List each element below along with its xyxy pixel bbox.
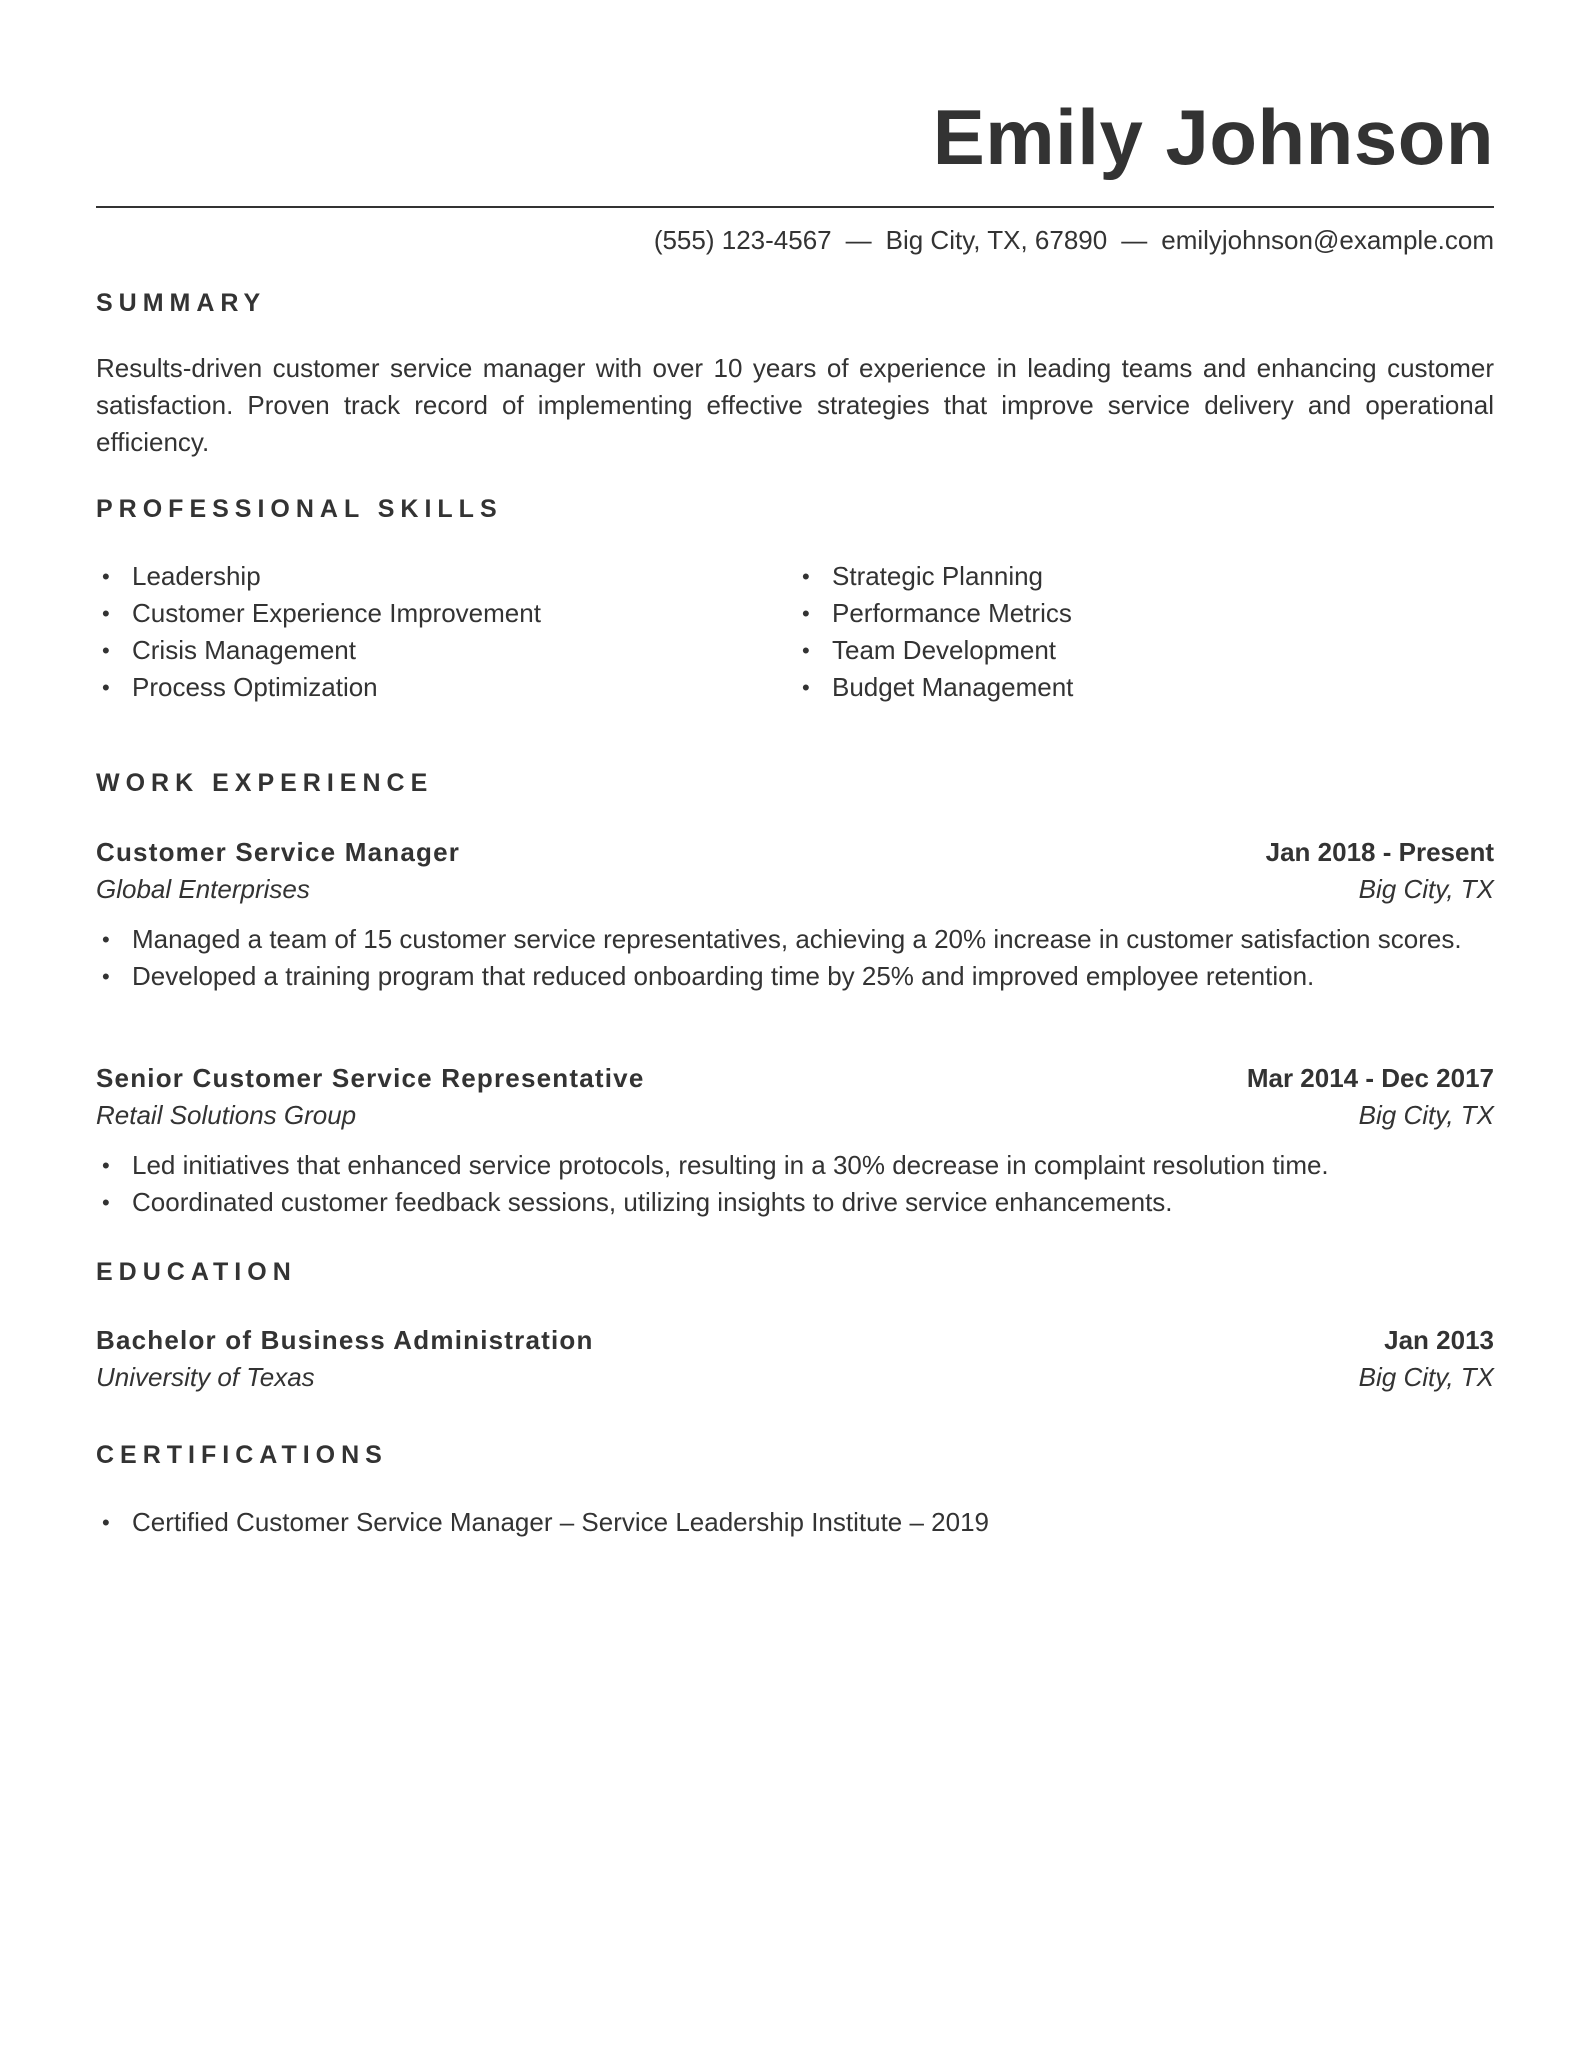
skill-item: • Strategic Planning — [796, 558, 1476, 595]
job-bullets — [96, 1147, 1494, 1221]
contact-separator: — — [1121, 225, 1148, 255]
job-company-row — [96, 871, 1494, 907]
contact-email[interactable]: emilyjohnson@example.com — [1161, 225, 1494, 255]
contact-location: Big City, TX, 67890 — [885, 225, 1108, 255]
education-school: University of Texas — [96, 1362, 315, 1392]
education-degree: Bachelor of Business Administration — [96, 1325, 594, 1355]
summary-text: Results-driven customer service manager with over 10 years of experience in leading teams and enhancing customer satisfaction. Proven track record of implementing effective strategies that improve service delivery and operational efficiency. — [96, 353, 1494, 457]
job-role: Senior Customer Service Representative — [96, 1063, 645, 1093]
contact-line — [654, 222, 1494, 258]
experience-heading: WORK EXPERIENCE — [96, 769, 434, 797]
skill-item: • Team Development — [796, 632, 1476, 669]
job-bullets — [96, 921, 1494, 995]
skills-heading: PROFESSIONAL SKILLS — [96, 495, 503, 523]
certifications-heading: CERTIFICATIONS — [96, 1441, 388, 1469]
education-location: Big City, TX — [1358, 1362, 1494, 1392]
job-company-row — [96, 1097, 1494, 1133]
job-bullet: • Led initiatives that enhanced service protocols, resulting in a 30% decrease in complaint resolution time. — [96, 1147, 1494, 1184]
certifications-list — [96, 1504, 1494, 1541]
contact-phone: (555) 123-4567 — [653, 225, 832, 255]
summary-heading: SUMMARY — [96, 289, 267, 317]
certification-item: • Certified Customer Service Manager – Service Leadership Institute – 2019 — [96, 1504, 1494, 1541]
contact-separator: — — [845, 225, 872, 255]
job-bullet: • Developed a training program that reduced onboarding time by 25% and improved employee retention. — [96, 958, 1494, 995]
job-title-row — [96, 1060, 1494, 1096]
skills-list-left — [96, 558, 776, 706]
job-dates: Jan 2018 - Present — [1265, 837, 1494, 867]
skill-item: • Crisis Management — [96, 632, 776, 669]
job-bullet: • Managed a team of 15 customer service representatives, achieving a 20% increase in customer satisfaction scores. — [96, 921, 1494, 958]
education-school-row — [96, 1359, 1494, 1395]
skill-item: • Leadership — [96, 558, 776, 595]
skill-item: • Customer Experience Improvement — [96, 595, 776, 632]
candidate-name: Emily Johnson — [932, 93, 1494, 181]
job-dates: Mar 2014 - Dec 2017 — [1246, 1063, 1494, 1093]
header-divider — [96, 206, 1494, 208]
job-location: Big City, TX — [1358, 1100, 1494, 1130]
skill-item: • Performance Metrics — [796, 595, 1476, 632]
job-title-row — [96, 834, 1494, 870]
job-bullet: • Coordinated customer feedback sessions, utilizing insights to drive service enhancements. — [96, 1184, 1494, 1221]
job-company: Retail Solutions Group — [96, 1100, 357, 1130]
education-heading: EDUCATION — [96, 1258, 297, 1286]
job-role: Customer Service Manager — [96, 837, 461, 867]
skills-list-right — [796, 558, 1476, 706]
education-title-row — [96, 1322, 1494, 1358]
skill-item: • Process Optimization — [96, 669, 776, 706]
education-date: Jan 2013 — [1384, 1325, 1494, 1355]
skill-item: • Budget Management — [796, 669, 1476, 706]
job-company: Global Enterprises — [96, 874, 310, 904]
job-location: Big City, TX — [1358, 874, 1494, 904]
